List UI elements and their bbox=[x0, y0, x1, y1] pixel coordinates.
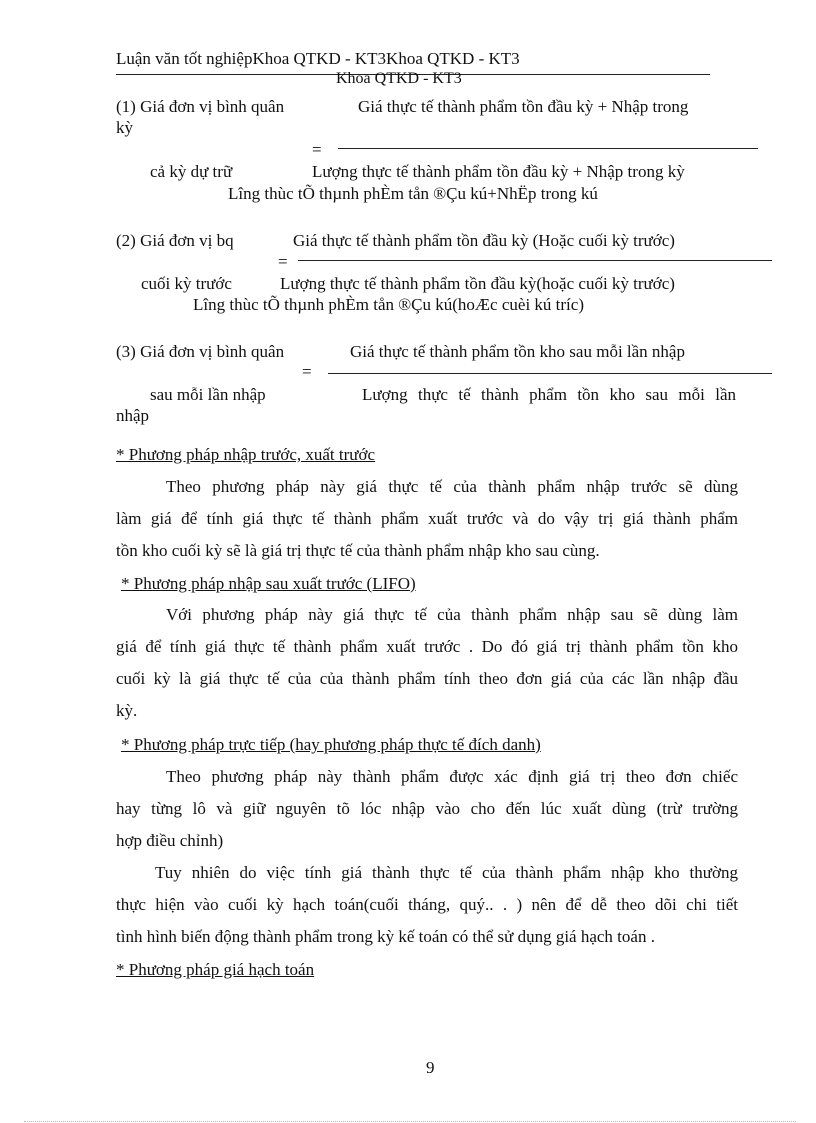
formula1-equals: = bbox=[312, 140, 322, 159]
formula2-fraction-bar bbox=[298, 260, 772, 261]
fifo-line-2: làm giá để tính giá thực tế thành phẩm xuất trước và do vậy trị giá thành phẩm bbox=[116, 509, 738, 528]
formula3-label: (3) Giá đơn vị bình quân bbox=[116, 342, 285, 361]
direct-para2-line-3: tình hình biến động thành phẩm trong kỳ kế toán có thể sử dụng giá hạch toán . bbox=[116, 927, 655, 946]
formula3-label-wrap: nhập bbox=[116, 406, 150, 425]
heading-accounting: * Phương pháp giá hạch toán bbox=[116, 960, 315, 979]
formula3-fraction-bar bbox=[328, 373, 772, 374]
lifo-line-2: giá để tính giá thực tế thành phẩm xuất trước . Do đó giá trị thành phẩm tồn kho bbox=[116, 637, 738, 656]
fifo-line-3: tồn kho cuối kỳ sẽ là giá trị thực tế của thành phẩm nhập kho sau cùng. bbox=[116, 541, 600, 560]
formula2-denominator: Lượng thực tế thành phẩm tồn đầu kỳ(hoặc cuối kỳ trước) bbox=[280, 274, 675, 293]
lifo-line-3: cuối kỳ là giá thực tế của của thành phẩm tính theo đơn giá của các lần nhập đầu bbox=[116, 669, 738, 688]
header-subtitle: Khoa QTKD - KT3 bbox=[336, 70, 462, 87]
formula3-numerator: Giá thực tế thành phẩm tồn kho sau mỗi lần nhập bbox=[350, 342, 685, 361]
heading-fifo: * Phương pháp nhập trước, xuất trước bbox=[116, 445, 376, 464]
formula1-garbled-text: Lîng thùc tÕ thµnh phÈm tån ®Çu kú+NhËp trong kú bbox=[228, 184, 598, 203]
formula2-label: (2) Giá đơn vị bq bbox=[116, 231, 234, 250]
formula2-label-line2: cuối kỳ trước bbox=[141, 274, 232, 293]
formula1-label-wrap: kỳ bbox=[116, 118, 133, 137]
direct-para2-line-1: Tuy nhiên do việc tính giá thành thực tế của thành phẩm nhập kho thường bbox=[155, 863, 738, 882]
lifo-line-1: Với phương pháp này giá thực tế của thành phẩm nhập sau sẽ dùng làm bbox=[166, 605, 738, 624]
formula3-denominator: Lượng thực tế thành phẩm tồn kho sau mỗi lần bbox=[362, 385, 736, 404]
page-edge-divider bbox=[24, 1121, 796, 1122]
running-header: Luận văn tốt nghiệpKhoa QTKD - KT3Khoa QTKD - KT3 bbox=[116, 49, 520, 68]
formula1-fraction-bar bbox=[338, 148, 758, 149]
formula1-denominator: Lượng thực tế thành phẩm tồn đầu kỳ + Nhập trong kỳ bbox=[312, 162, 685, 181]
direct-line-1: Theo phương pháp này thành phẩm được xác định giá trị theo đơn chiếc bbox=[166, 767, 738, 786]
heading-direct: * Phương pháp trực tiếp (hay phương pháp thực tế đích danh) bbox=[121, 735, 541, 754]
direct-line-2: hay từng lô và giữ nguyên tõ lóc nhập vào cho đến lúc xuất dùng (trừ trường bbox=[116, 799, 738, 818]
heading-lifo: * Phương pháp nhập sau xuất trước (LIFO) bbox=[121, 574, 416, 593]
formula3-equals: = bbox=[302, 362, 312, 381]
formula2-numerator: Giá thực tế thành phẩm tồn đầu kỳ (Hoặc cuối kỳ trước) bbox=[293, 231, 675, 250]
formula1-numerator: Giá thực tế thành phẩm tồn đầu kỳ + Nhập trong bbox=[358, 97, 689, 116]
lifo-line-4: kỳ. bbox=[116, 701, 138, 720]
direct-para2-line-2: thực hiện vào cuối kỳ hạch toán(cuối tháng, quý.. . ) nên để dễ theo dõi chi tiết bbox=[116, 895, 738, 914]
formula2-garbled-text: Lîng thùc tÕ thµnh phÈm tån ®Çu kú(hoÆc cuèi kú tríc) bbox=[193, 295, 584, 314]
formula3-label-line2: sau mỗi lần nhập bbox=[150, 385, 266, 404]
formula2-equals: = bbox=[278, 252, 288, 271]
formula1-label-line2: cả kỳ dự trữ bbox=[150, 162, 233, 181]
formula1-label: (1) Giá đơn vị bình quân bbox=[116, 97, 285, 116]
fifo-line-1: Theo phương pháp này giá thực tế của thành phẩm nhập trước sẽ dùng bbox=[166, 477, 738, 496]
page-number: 9 bbox=[426, 1058, 435, 1077]
direct-line-3: hợp điều chỉnh) bbox=[116, 831, 224, 850]
